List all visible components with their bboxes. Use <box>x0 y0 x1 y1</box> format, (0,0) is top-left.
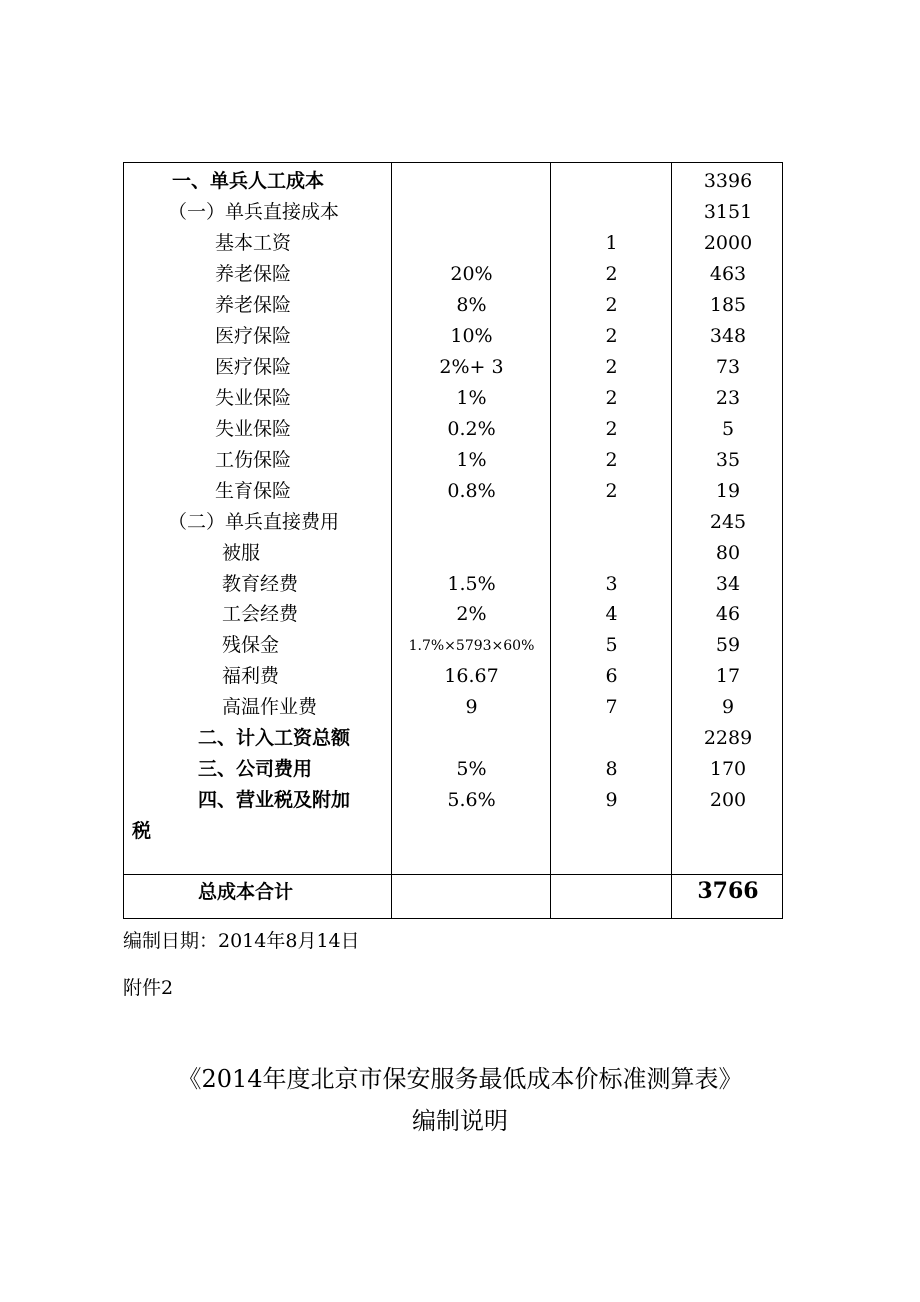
row-4-amount: 185 <box>709 294 747 316</box>
row-16-rate: 16.67 <box>444 665 499 687</box>
row-6-rate: 2%+ 3 <box>439 356 504 378</box>
row-11-amount: 245 <box>709 511 747 533</box>
row-15-note: 5 <box>605 634 618 656</box>
row-5-item: 医疗保险 <box>215 325 292 347</box>
row-5-rate: 10% <box>450 325 493 347</box>
row-16-amount: 17 <box>715 665 741 687</box>
row-20-rate: 5.6% <box>447 789 496 811</box>
row-16-item: 福利费 <box>222 665 280 687</box>
row-4-rate: 8% <box>456 294 487 316</box>
row-14-note: 4 <box>605 603 618 625</box>
row-14-rate: 2% <box>456 603 487 625</box>
row-10-note: 2 <box>605 480 618 502</box>
row-15-amount: 59 <box>715 634 741 656</box>
row-2-item: 基本工资 <box>215 232 292 254</box>
row-8-rate: 0.2% <box>447 418 496 440</box>
row-8-note: 2 <box>605 418 618 440</box>
row-2-note: 1 <box>605 232 618 254</box>
row-10-amount: 19 <box>715 480 741 502</box>
attachment-label: 附件2 <box>123 977 174 999</box>
row-17-amount: 9 <box>721 696 735 718</box>
row-20-item: 四、营业税及附加 <box>198 789 351 811</box>
row-7-amount: 23 <box>715 387 741 409</box>
row-6-amount: 73 <box>715 356 741 378</box>
row-19-rate: 5% <box>456 758 487 780</box>
row-18-amount: 2289 <box>703 727 753 749</box>
row-10-rate: 0.8% <box>447 480 496 502</box>
total-row-divider <box>124 874 782 875</box>
row-19-amount: 170 <box>709 758 747 780</box>
row-17-item: 高温作业费 <box>222 696 318 718</box>
row-17-rate: 9 <box>465 696 478 718</box>
row-19-note: 8 <box>605 758 618 780</box>
row-11-item: （二）单兵直接费用 <box>168 511 340 533</box>
row-7-item: 失业保险 <box>215 387 292 409</box>
row-0-item: 一、单兵人工成本 <box>172 170 325 192</box>
row-3-note: 2 <box>605 263 618 285</box>
row-20-amount: 200 <box>709 789 747 811</box>
row-20-item-wrap: 税 <box>132 820 152 842</box>
row-14-item: 工会经费 <box>222 603 299 625</box>
row-6-item: 医疗保险 <box>215 356 292 378</box>
row-12-amount: 80 <box>715 542 741 564</box>
row-0-amount: 3396 <box>703 170 753 192</box>
row-18-item: 二、计入工资总额 <box>198 727 351 749</box>
row-12-item: 被服 <box>222 542 261 564</box>
row-7-note: 2 <box>605 387 618 409</box>
row-10-item: 生育保险 <box>215 480 292 502</box>
row-13-item: 教育经费 <box>222 573 299 595</box>
row-3-rate: 20% <box>450 263 493 285</box>
row-8-item: 失业保险 <box>215 418 292 440</box>
row-8-amount: 5 <box>721 418 735 440</box>
row-1-item: （一）单兵直接成本 <box>168 201 340 223</box>
row-3-item: 养老保险 <box>215 263 292 285</box>
row-13-note: 3 <box>605 573 618 595</box>
document-title: 《2014年度北京市保安服务最低成本价标准测算表》 <box>177 1065 743 1093</box>
row-4-item: 养老保险 <box>215 294 292 316</box>
row-1-amount: 3151 <box>703 201 753 223</box>
row-6-note: 2 <box>605 356 618 378</box>
row-13-amount: 34 <box>715 573 741 595</box>
row-9-item: 工伤保险 <box>215 449 292 471</box>
row-20-note: 9 <box>605 789 618 811</box>
row-5-amount: 348 <box>709 325 747 347</box>
row-3-amount: 463 <box>709 263 747 285</box>
row-17-note: 7 <box>605 696 618 718</box>
cost-table <box>123 162 783 919</box>
row-5-note: 2 <box>605 325 618 347</box>
row-19-item: 三、公司费用 <box>198 758 313 780</box>
total-label: 总成本合计 <box>198 881 294 903</box>
row-4-note: 2 <box>605 294 618 316</box>
row-2-amount: 2000 <box>703 232 753 254</box>
row-9-amount: 35 <box>715 449 741 471</box>
row-7-rate: 1% <box>456 387 487 409</box>
document-subtitle: 编制说明 <box>412 1107 508 1135</box>
row-15-rate: 1.7%×5793×60% <box>408 638 535 654</box>
row-16-note: 6 <box>605 665 618 687</box>
row-9-note: 2 <box>605 449 618 471</box>
total-amount: 3766 <box>697 878 759 904</box>
row-13-rate: 1.5% <box>447 573 496 595</box>
row-9-rate: 1% <box>456 449 487 471</box>
row-14-amount: 46 <box>715 603 741 625</box>
compile-date: 编制日期：2014年8月14日 <box>123 930 360 952</box>
row-15-item: 残保金 <box>222 634 280 656</box>
